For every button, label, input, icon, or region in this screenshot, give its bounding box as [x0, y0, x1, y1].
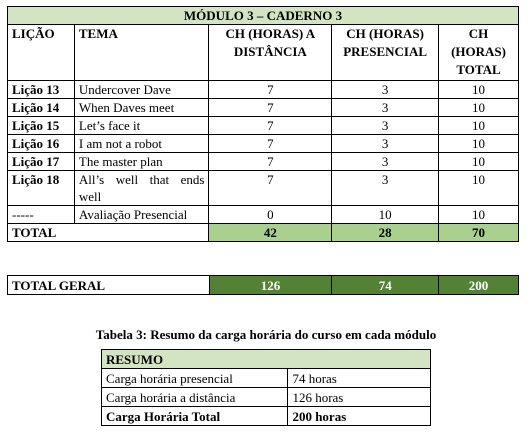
row-tema: Let’s face it	[74, 117, 209, 135]
row-licao: Lição 15	[8, 117, 75, 135]
row-tema: I am not a robot	[74, 135, 209, 153]
row-total: 10	[439, 206, 519, 224]
row-tema: The master plan	[74, 153, 209, 171]
total-row	[8, 224, 519, 242]
summary-label: Carga Horária Total	[102, 407, 288, 426]
summary-label: Carga horária presencial	[102, 369, 288, 388]
summary-label: Carga horária a distância	[102, 388, 288, 407]
header-licao: LIÇÃO	[8, 25, 75, 81]
table-row	[8, 99, 519, 117]
table-row	[8, 153, 519, 171]
grand-total-table	[7, 275, 519, 295]
row-licao: -----	[8, 206, 75, 224]
row-presencial: 3	[332, 153, 439, 171]
module-title: MÓDULO 3 – CADERNO 3	[8, 7, 519, 25]
table-caption: Tabela 3: Resumo da carga horária do curso em cada módulo	[95, 327, 437, 342]
row-licao: Lição 16	[8, 135, 75, 153]
summary-value: 126 horas	[288, 388, 431, 407]
row-distancia: 7	[209, 153, 332, 171]
header-presencial: CH (HORAS) PRESENCIAL	[332, 25, 439, 81]
grand-total-total: 200	[439, 276, 519, 295]
grand-total-presencial: 74	[332, 276, 439, 295]
table-row	[102, 369, 431, 388]
row-licao: Lição 13	[8, 81, 75, 99]
row-licao: Lição 14	[8, 99, 75, 117]
row-distancia: 7	[209, 99, 332, 117]
row-distancia: 7	[209, 171, 332, 206]
row-distancia: 7	[209, 135, 332, 153]
row-total: 10	[439, 171, 519, 206]
summary-value: 200 horas	[288, 407, 431, 426]
row-tema: All’s well that ends well	[74, 171, 209, 206]
header-distancia: CH (HORAS) A DISTÂNCIA	[209, 25, 332, 81]
table-row	[8, 135, 519, 153]
row-presencial: 3	[332, 135, 439, 153]
row-presencial: 3	[332, 171, 439, 206]
row-total: 10	[439, 99, 519, 117]
row-distancia: 0	[209, 206, 332, 224]
table-row	[8, 117, 519, 135]
grand-total-label: TOTAL GERAL	[8, 276, 210, 295]
row-tema: Undercover Dave	[74, 81, 209, 99]
row-presencial: 3	[332, 81, 439, 99]
row-total: 10	[439, 135, 519, 153]
summary-title: RESUMO	[102, 350, 431, 369]
module-table	[7, 6, 519, 242]
total-distancia: 42	[209, 224, 332, 242]
row-distancia: 7	[209, 117, 332, 135]
row-tema: When Daves meet	[74, 99, 209, 117]
row-presencial: 3	[332, 99, 439, 117]
header-total: CH (HORAS) TOTAL	[439, 25, 519, 81]
table-row	[102, 407, 431, 426]
grand-total-distancia: 126	[209, 276, 332, 295]
header-tema: TEMA	[74, 25, 209, 81]
table-row	[8, 81, 519, 99]
summary-table	[101, 349, 431, 426]
table-row	[8, 206, 519, 224]
row-presencial: 10	[332, 206, 439, 224]
table-row	[8, 171, 519, 206]
total-total: 70	[439, 224, 519, 242]
row-tema: Avaliação Presencial	[74, 206, 209, 224]
row-presencial: 3	[332, 117, 439, 135]
row-distancia: 7	[209, 81, 332, 99]
row-licao: Lição 17	[8, 153, 75, 171]
total-label: TOTAL	[8, 224, 209, 242]
summary-value: 74 horas	[288, 369, 431, 388]
row-total: 10	[439, 153, 519, 171]
row-total: 10	[439, 81, 519, 99]
row-licao: Lição 18	[8, 171, 75, 206]
total-presencial: 28	[332, 224, 439, 242]
row-total: 10	[439, 117, 519, 135]
table-row	[102, 388, 431, 407]
